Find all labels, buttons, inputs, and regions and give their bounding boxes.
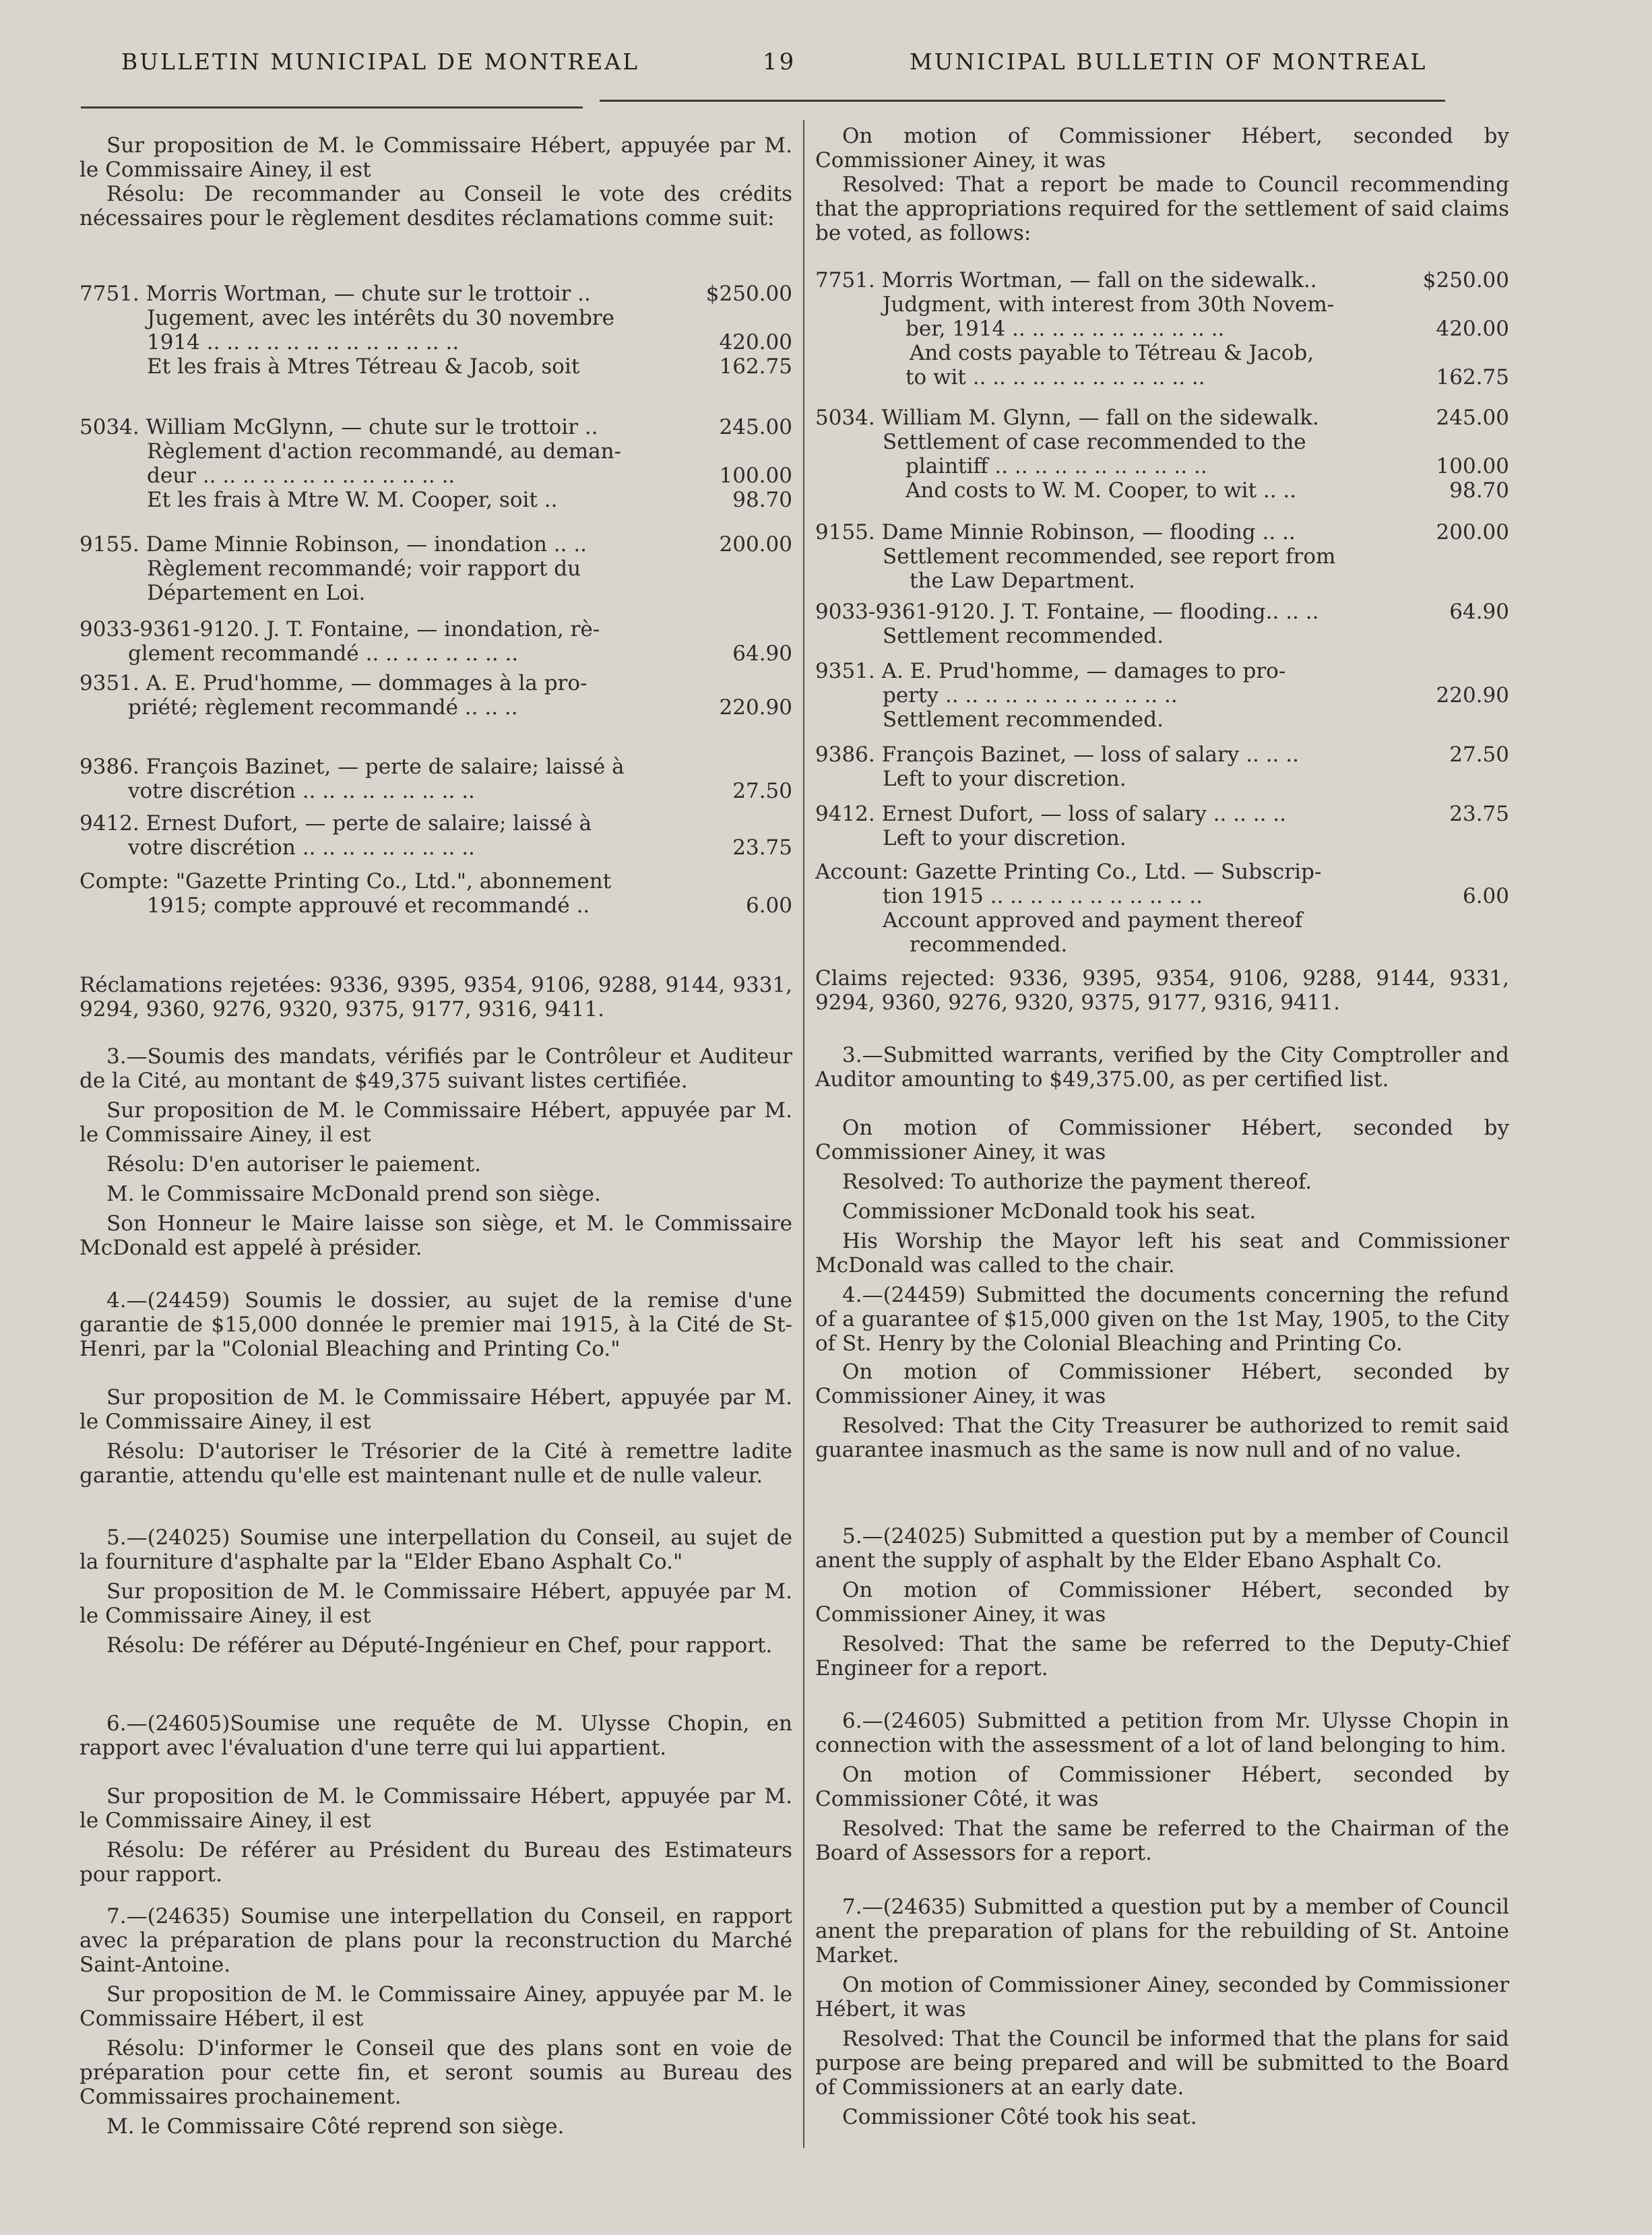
claim-amount: 98.70 bbox=[732, 488, 792, 512]
en-s7-prop: On motion of Commissioner Ainey, seconded by Commissioner Hébert, it was bbox=[815, 1973, 1509, 2021]
en-intro: On motion of Commissioner Hébert, seconded by Commissioner Ainey, it was bbox=[815, 124, 1509, 172]
claim-line: votre discrétion .. .. .. .. .. .. .. .. .. bbox=[128, 779, 475, 803]
claim-line: François Bazinet, — loss of salary .. .. .. bbox=[881, 743, 1299, 767]
claim-line: Et les frais à Mtres Tétreau & Jacob, soit bbox=[147, 354, 580, 379]
claim-amount: 27.50 bbox=[732, 779, 792, 803]
fr-claim-9412 bbox=[80, 811, 792, 860]
claim-line: François Bazinet, — perte de salaire; laissé à bbox=[146, 755, 625, 779]
fr-s5-prop: Sur proposition de M. le Commissaire Hébert, appuyée par M. le Commissaire Ainey, il est bbox=[80, 1579, 792, 1628]
claim-amount: 100.00 bbox=[1436, 454, 1509, 478]
en-claim-9386 bbox=[815, 743, 1509, 791]
claim-line: Settlement recommended. bbox=[883, 624, 1164, 648]
claim-line: plaintiff .. .. .. .. .. .. .. .. .. .. .. bbox=[906, 454, 1207, 478]
claim-line: Règlement d'action recommandé, au deman- bbox=[147, 439, 622, 464]
en-s5-res: Resolved: That the same be referred to the Deputy-Chief Engineer for a report. bbox=[815, 1632, 1509, 1680]
fr-rejetees: Réclamations rejetées: 9336, 9395, 9354, 9106, 9288, 9144, 9331, 9294, 9360, 9276, 9320, 9375, 9177, 9316, 9411. bbox=[80, 973, 792, 1021]
fr-s4-prop: Sur proposition de M. le Commissaire Hébert, appuyée par M. le Commissaire Ainey, il est bbox=[80, 1385, 792, 1434]
en-s5-prop: On motion of Commissioner Hébert, seconded by Commissioner Ainey, it was bbox=[815, 1578, 1509, 1627]
en-section-4 bbox=[815, 1283, 1509, 1462]
claim-number: 9351. bbox=[815, 659, 875, 683]
claim-amount: 23.75 bbox=[1449, 802, 1509, 826]
en-rejected-block bbox=[815, 966, 1509, 1015]
en-s3-res: Resolved: To authorize the payment thereof. bbox=[842, 1170, 1312, 1194]
claim-line: Left to your discretion. bbox=[883, 767, 1126, 791]
fr-s3-maire: Son Honneur le Maire laisse son siège, et M. le Commissaire McDonald est appelé à présider. bbox=[80, 1211, 792, 1260]
en-account bbox=[815, 860, 1509, 957]
fr-intro: Sur proposition de M. le Commissaire Hébert, appuyée par M. le Commissaire Ainey, il est bbox=[80, 133, 792, 182]
claim-amount: 220.90 bbox=[719, 695, 792, 720]
claim-line: Settlement recommended, see report from bbox=[883, 544, 1336, 569]
en-intro-block bbox=[815, 124, 1509, 245]
claim-line: Account: Gazette Printing Co., Ltd. — Subscrip- bbox=[815, 860, 1322, 884]
en-s7: 7.—(24635) Submitted a question put by a member of Council anent the preparation of plans for the rebuilding of St. Antoine Market. bbox=[815, 1895, 1509, 1968]
claim-amount: 100.00 bbox=[719, 464, 792, 488]
en-s3-prop: On motion of Commissioner Hébert, seconded by Commissioner Ainey, it was bbox=[815, 1116, 1509, 1164]
claim-text: Dame Minnie Robinson, — inondation .. .. bbox=[146, 532, 587, 557]
en-claim-9351 bbox=[815, 659, 1509, 732]
en-claim-5034 bbox=[815, 406, 1509, 503]
claim-line: Account approved and payment thereof bbox=[883, 908, 1303, 933]
en-s3-mcd: Commissioner McDonald took his seat. bbox=[842, 1199, 1257, 1224]
en-section-7 bbox=[815, 1895, 1509, 2129]
fr-rejetees-block bbox=[80, 973, 792, 1021]
claim-number: 9386. bbox=[80, 755, 139, 779]
claim-amount: 6.00 bbox=[745, 893, 792, 918]
claim-number: 7751. bbox=[80, 282, 139, 306]
claim-line: priété; règlement recommandé .. .. .. bbox=[128, 695, 518, 720]
fr-s7: 7.—(24635) Soumise une interpellation du Conseil, en rapport avec la préparation de plans pour la reconstruction du Marché Saint-Antoine. bbox=[80, 1904, 792, 1977]
claim-line: Ernest Dufort, — perte de salaire; laissé à bbox=[146, 811, 592, 836]
fr-s7-prop: Sur proposition de M. le Commissaire Ainey, appuyée par M. le Commissaire Hébert, il est bbox=[80, 1982, 792, 2031]
en-section-6 bbox=[815, 1709, 1509, 1865]
fr-s6-res: Résolu: De référer au Président du Bureau des Estimateurs pour rapport. bbox=[80, 1838, 792, 1887]
claim-number: 5034. bbox=[815, 406, 875, 430]
claim-line: Settlement of case recommended to the bbox=[883, 430, 1306, 454]
claim-line: 9033-9361-9120. J. T. Fontaine, — inondation, rè- bbox=[80, 617, 600, 641]
fr-section-4 bbox=[80, 1288, 792, 1488]
claim-line: A. E. Prud'homme, — dommages à la pro- bbox=[146, 671, 587, 695]
claim-line: 9033-9361-9120. J. T. Fontaine, — flooding.. .. .. bbox=[815, 600, 1319, 624]
claim-line: recommended. bbox=[910, 933, 1068, 957]
claim-text: Morris Wortman, — fall on the sidewalk.. bbox=[881, 268, 1317, 292]
header-rule-right bbox=[600, 100, 1445, 102]
claim-amount: 162.75 bbox=[719, 354, 792, 379]
claim-amount: 245.00 bbox=[1436, 406, 1509, 430]
claim-amount: 64.90 bbox=[1449, 600, 1509, 624]
en-s7-cote: Commissioner Côté took his seat. bbox=[842, 2105, 1197, 2129]
column-divider bbox=[803, 120, 804, 2148]
fr-s3-res: Résolu: D'en autoriser le paiement. bbox=[106, 1152, 481, 1176]
claim-number: 5034. bbox=[80, 415, 139, 439]
claim-amount: 245.00 bbox=[719, 415, 792, 439]
fr-claim-9351 bbox=[80, 671, 792, 720]
fr-compte bbox=[80, 869, 792, 918]
fr-claim-9155 bbox=[80, 532, 792, 605]
claim-line: votre discrétion .. .. .. .. .. .. .. .. .. bbox=[128, 836, 475, 860]
claim-line: Left to your discretion. bbox=[883, 826, 1126, 850]
fr-s7-res: Résolu: D'informer le Conseil que des plans sont en voie de préparation pour cette fin, et seront soumis au Bureau des Commissaires prochainement. bbox=[80, 2036, 792, 2109]
en-s4-prop: On motion of Commissioner Hébert, seconded by Commissioner Ainey, it was bbox=[815, 1360, 1509, 1408]
fr-s7-cote: M. le Commissaire Côté reprend son siège. bbox=[106, 2114, 565, 2139]
claim-number: 9155. bbox=[815, 520, 875, 544]
fr-s5-res: Résolu: De référer au Député-Ingénieur en Chef, pour rapport. bbox=[106, 1633, 773, 1658]
claim-amount: 162.75 bbox=[1436, 365, 1509, 389]
claim-line: And costs payable to Tétreau & Jacob, bbox=[910, 341, 1314, 365]
header-right-title: MUNICIPAL BULLETIN OF MONTREAL bbox=[910, 49, 1428, 75]
claim-amount: $250.00 bbox=[1422, 268, 1509, 292]
claim-line: Compte: "Gazette Printing Co., Ltd.", abonnement bbox=[80, 869, 612, 893]
claim-amount: 27.50 bbox=[1449, 743, 1509, 767]
en-claim-9412 bbox=[815, 802, 1509, 850]
en-s6-prop: On motion of Commissioner Hébert, seconded by Commissioner Côté, it was bbox=[815, 1763, 1509, 1811]
claim-line: Settlement recommended. bbox=[883, 707, 1164, 732]
header-left-title: BULLETIN MUNICIPAL DE MONTREAL bbox=[121, 49, 640, 75]
claim-text: Morris Wortman, — chute sur le trottoir .. bbox=[146, 282, 591, 306]
header-rule-left bbox=[81, 106, 583, 108]
claim-amount: 420.00 bbox=[719, 330, 792, 354]
en-s3-mayor: His Worship the Mayor left his seat and Commissioner McDonald was called to the chair. bbox=[815, 1229, 1509, 1278]
claim-text: William McGlynn, — chute sur le trottoir .. bbox=[146, 415, 598, 439]
en-s7-res: Resolved: That the Council be informed that the plans for said purpose are being prepared and will be submitted to the Board of Commissioners at an early date. bbox=[815, 2027, 1509, 2100]
fr-s4-res: Résolu: D'autoriser le Trésorier de la Cité à remettre ladite garantie, attendu qu'elle est maintenant nulle et de nulle valeur. bbox=[80, 1439, 792, 1488]
claim-text: Dame Minnie Robinson, — flooding .. .. bbox=[881, 520, 1296, 544]
fr-s5: 5.—(24025) Soumise une interpellation du Conseil, au sujet de la fourniture d'asphalte par la "Elder Ebano Asphalt Co." bbox=[80, 1525, 792, 1574]
en-s3: 3.—Submitted warrants, verified by the City Comptroller and Auditor amounting to $49,375.00, as per certified list. bbox=[815, 1043, 1509, 1092]
claim-number: 9386. bbox=[815, 743, 875, 767]
en-s4-res: Resolved: That the City Treasurer be authorized to remit said guarantee inasmuch as the same is now null and of no value. bbox=[815, 1414, 1509, 1462]
claim-amount: 6.00 bbox=[1462, 884, 1509, 908]
fr-section-3 bbox=[80, 1044, 792, 1260]
fr-claim-5034 bbox=[80, 415, 792, 512]
claim-line: 1914 .. .. .. .. .. .. .. .. .. .. .. .. .. bbox=[147, 330, 459, 354]
fr-s3-prop: Sur proposition de M. le Commissaire Hébert, appuyée par M. le Commissaire Ainey, il est bbox=[80, 1098, 792, 1147]
claim-amount: 64.90 bbox=[732, 641, 792, 666]
fr-section-6 bbox=[80, 1711, 792, 1887]
en-section-3 bbox=[815, 1043, 1509, 1278]
claim-line: tion 1915 .. .. .. .. .. .. .. .. .. .. .. bbox=[883, 884, 1203, 908]
en-claim-9155 bbox=[815, 520, 1509, 593]
en-claim-7751 bbox=[815, 268, 1509, 389]
claim-line: to wit .. .. .. .. .. .. .. .. .. .. .. .. bbox=[906, 365, 1205, 389]
fr-s3-mcd: M. le Commissaire McDonald prend son siège. bbox=[106, 1182, 601, 1206]
claim-amount: 200.00 bbox=[719, 532, 792, 557]
claim-amount: 220.90 bbox=[1436, 683, 1509, 707]
fr-section-7 bbox=[80, 1904, 792, 2139]
claim-line: Ernest Dufort, — loss of salary .. .. .. .. bbox=[881, 802, 1286, 826]
claim-text: William M. Glynn, — fall on the sidewalk. bbox=[881, 406, 1319, 430]
claim-number: 9351. bbox=[80, 671, 139, 695]
claim-line: Et les frais à Mtre W. M. Cooper, soit .. bbox=[147, 488, 558, 512]
claim-amount: 98.70 bbox=[1449, 478, 1509, 503]
claim-line: the Law Department. bbox=[910, 569, 1135, 593]
claim-number: 7751. bbox=[815, 268, 875, 292]
claim-line: glement recommandé .. .. .. .. .. .. .. .. bbox=[128, 641, 519, 666]
en-s4: 4.—(24459) Submitted the documents concerning the refund of a guarantee of $15,000 given on the 1st May, 1905, to the City of St. Henry by the Colonial Bleaching and Printing Co. bbox=[815, 1283, 1509, 1356]
fr-claim-9033 bbox=[80, 617, 792, 666]
claim-amount: $250.00 bbox=[705, 282, 792, 306]
claim-line: ber, 1914 .. .. .. .. .. .. .. .. .. .. .. bbox=[906, 317, 1225, 341]
claim-line: deur .. .. .. .. .. .. .. .. .. .. .. .. .. bbox=[147, 464, 455, 488]
claim-amount: 23.75 bbox=[732, 836, 792, 860]
en-resolved: Resolved: That a report be made to Council recommending that the appropriations required for the settlement of said claims be voted, as follows: bbox=[815, 172, 1509, 245]
fr-s4: 4.—(24459) Soumis le dossier, au sujet de la remise d'une garantie de $15,000 donnée le premier mai 1915, à la Cité de St-Henri, par la "Colonial Bleaching and Printing Co." bbox=[80, 1288, 792, 1361]
fr-intro-block bbox=[80, 133, 792, 230]
claim-number: 9155. bbox=[80, 532, 139, 557]
fr-s3: 3.—Soumis des mandats, vérifiés par le Contrôleur et Auditeur de la Cité, au montant de $49,375 suivant listes certifiée. bbox=[80, 1044, 792, 1093]
en-s6-res: Resolved: That the same be referred to the Chairman of the Board of Assessors for a report. bbox=[815, 1817, 1509, 1865]
claim-amount: 200.00 bbox=[1436, 520, 1509, 544]
claim-line: A. E. Prud'homme, — damages to pro- bbox=[881, 659, 1286, 683]
fr-resolu: Résolu: De recommander au Conseil le vote des crédits nécessaires pour le règlement desdites réclamations comme suit: bbox=[80, 182, 792, 230]
en-section-5 bbox=[815, 1524, 1509, 1680]
en-rejected: Claims rejected: 9336, 9395, 9354, 9106, 9288, 9144, 9331, 9294, 9360, 9276, 9320, 9375, 9177, 9316, 9411. bbox=[815, 966, 1509, 1015]
claim-line: Jugement, avec les intérêts du 30 novembre bbox=[147, 306, 614, 330]
fr-claim-7751 bbox=[80, 282, 792, 379]
fr-s6: 6.—(24605)Soumise une requête de M. Ulysse Chopin, en rapport avec l'évaluation d'une terre qui lui appartient. bbox=[80, 1711, 792, 1760]
claim-number: 9412. bbox=[80, 811, 139, 836]
fr-section-5 bbox=[80, 1525, 792, 1658]
claim-line: Judgment, with interest from 30th Novem- bbox=[883, 292, 1335, 317]
en-s5: 5.—(24025) Submitted a question put by a member of Council anent the supply of asphalt by the Elder Ebano Asphalt Co. bbox=[815, 1524, 1509, 1573]
claim-line: Département en Loi. bbox=[147, 581, 366, 605]
en-claim-9033 bbox=[815, 600, 1509, 648]
claim-amount: 420.00 bbox=[1436, 317, 1509, 341]
fr-s6-prop: Sur proposition de M. le Commissaire Hébert, appuyée par M. le Commissaire Ainey, il est bbox=[80, 1784, 792, 1833]
claim-line: Règlement recommandé; voir rapport du bbox=[147, 557, 581, 581]
claim-number: 9412. bbox=[815, 802, 875, 826]
claim-line: And costs to W. M. Cooper, to wit .. .. bbox=[906, 478, 1297, 503]
en-s6: 6.—(24605) Submitted a petition from Mr. Ulysse Chopin in connection with the assessment of a lot of land belonging to him. bbox=[815, 1709, 1509, 1757]
page-number: 19 bbox=[763, 49, 796, 75]
claim-line: perty .. .. .. .. .. .. .. .. .. .. .. .. bbox=[883, 683, 1178, 707]
fr-claim-9386 bbox=[80, 755, 792, 803]
claim-line: 1915; compte approuvé et recommandé .. bbox=[147, 893, 590, 918]
